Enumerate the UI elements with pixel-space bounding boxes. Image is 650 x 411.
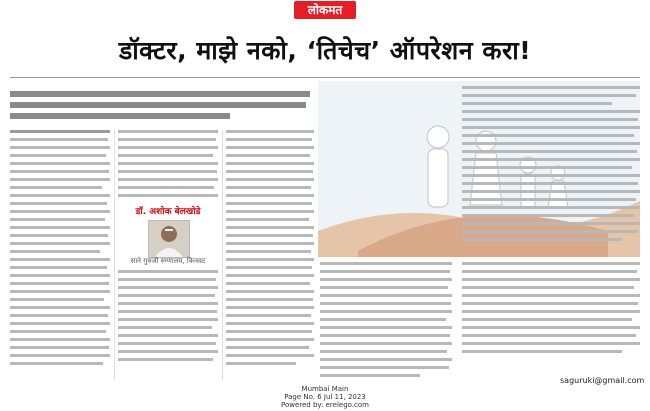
author-photo [148, 220, 190, 258]
author-email: saguruki@gmail.com [560, 376, 645, 385]
author-byline [118, 206, 218, 266]
powered-by: Powered by: erelego.com [280, 401, 369, 409]
article-column-2b [118, 270, 218, 366]
masthead [0, 0, 650, 22]
column-divider [114, 130, 115, 380]
article-column-1 [10, 130, 110, 370]
article-column-4 [320, 262, 452, 382]
column-divider [222, 130, 223, 380]
article-column-5 [462, 262, 640, 358]
page-info: Page No. 6 Jul 11, 2023 [284, 393, 366, 401]
author-location: साने गुरुजी रुग्णालय, किनवट [130, 257, 206, 265]
divider [10, 77, 640, 78]
edition-label: Mumbai Main [301, 385, 349, 393]
article-subheadline [10, 86, 312, 126]
lokmat-logo: लोकमत [294, 1, 356, 19]
right-upper-column [462, 86, 640, 246]
article-column-3 [226, 130, 314, 370]
article-headline: डॉक्टर, माझे नको, ‘तिचेच’ ऑपरेशन करा! [118, 36, 532, 65]
page-footer [0, 385, 650, 409]
article-column-2 [118, 130, 218, 202]
author-name: डॉ. अशोक बेलखोडे [135, 207, 201, 217]
